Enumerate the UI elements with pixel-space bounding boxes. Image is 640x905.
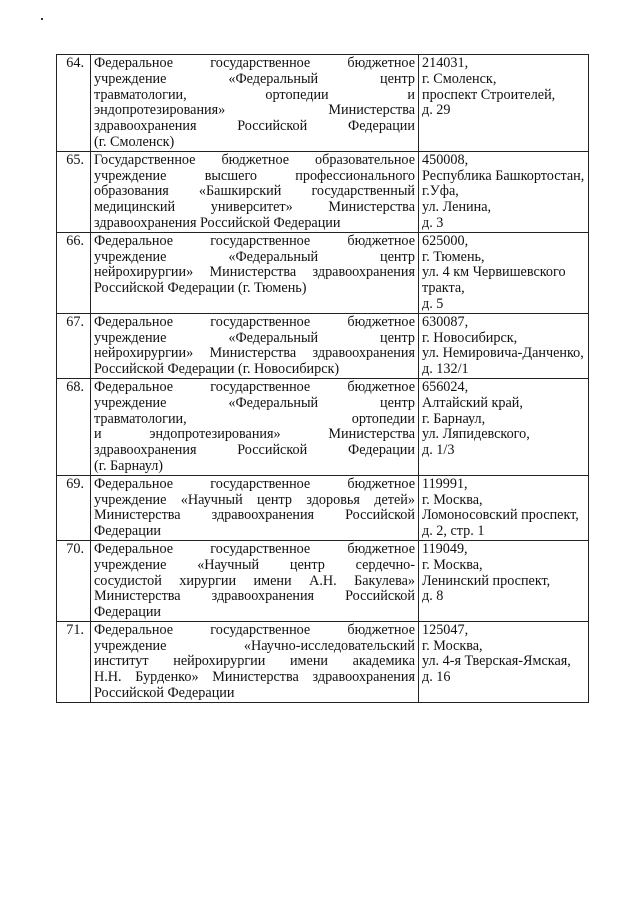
institution-name-cell bbox=[91, 621, 419, 702]
institution-name-cell bbox=[91, 313, 419, 378]
address-line: г. Новосибирск, bbox=[422, 329, 518, 346]
institution-address-cell bbox=[419, 540, 589, 621]
institution-name-line: Федерации bbox=[94, 523, 162, 540]
address-line: д. 8 bbox=[422, 588, 444, 605]
row-number: 69. bbox=[57, 475, 91, 540]
institution-name-line: (г. Барнаул) bbox=[94, 457, 164, 474]
institution-address-cell bbox=[419, 475, 589, 540]
address-line: ул. Ляпидевского, bbox=[422, 426, 530, 443]
table-row bbox=[57, 540, 589, 621]
address-line: д. 5 bbox=[422, 295, 444, 312]
institutions-table-body bbox=[57, 55, 589, 703]
institution-name-line: Российской Федерации (г. Новосибирск) bbox=[94, 361, 340, 378]
institution-address-cell bbox=[419, 378, 589, 475]
table-row bbox=[57, 151, 589, 232]
institution-address-cell bbox=[419, 151, 589, 232]
institution-name-line: Российской Федерации bbox=[94, 685, 235, 702]
address-line: 119049, bbox=[422, 540, 468, 557]
address-line: тракта, bbox=[422, 280, 465, 297]
address-line: г. Барнаул, bbox=[422, 410, 486, 427]
institution-name-cell bbox=[91, 378, 419, 475]
institution-name-line: Федеральное государственное бюджетное bbox=[94, 232, 415, 249]
row-number: 70. bbox=[57, 540, 91, 621]
address-line: 450008, bbox=[422, 151, 469, 168]
row-number: 66. bbox=[57, 232, 91, 313]
institution-name-cell bbox=[91, 540, 419, 621]
address-line: д. 16 bbox=[422, 669, 451, 686]
institution-name-line: травматологии, ортопедии bbox=[94, 410, 415, 427]
table-row bbox=[57, 55, 589, 152]
row-number: 71. bbox=[57, 621, 91, 702]
address-line: г. Москва, bbox=[422, 556, 483, 573]
row-number: 64. bbox=[57, 55, 91, 152]
address-line: 119991, bbox=[422, 475, 468, 492]
institution-name-line: учреждение «Федеральный центр bbox=[94, 394, 415, 411]
institution-name-line: учреждение «Научный центр сердечно- bbox=[94, 556, 415, 573]
address-line: ул. Ленина, bbox=[422, 199, 492, 216]
row-number: 65. bbox=[57, 151, 91, 232]
institution-name-cell bbox=[91, 55, 419, 152]
institution-name-cell bbox=[91, 151, 419, 232]
institution-name-line: образования «Башкирский государственный bbox=[94, 183, 415, 200]
address-line: д. 2, стр. 1 bbox=[422, 523, 485, 540]
institution-address-cell bbox=[419, 55, 589, 152]
scan-speck bbox=[41, 18, 43, 20]
institution-name-line: Министерства здравоохранения Российской bbox=[94, 588, 415, 605]
institution-name-line: учреждение «Федеральный центр bbox=[94, 329, 415, 346]
institution-name-line: травматологии, ортопедии и bbox=[94, 86, 415, 103]
address-line: Ломоносовский проспект, bbox=[422, 507, 579, 524]
institution-name-line: (г. Смоленск) bbox=[94, 133, 175, 150]
institution-name-line: Федеральное государственное бюджетное bbox=[94, 55, 415, 71]
address-line: г. Москва, bbox=[422, 637, 483, 654]
table-row bbox=[57, 232, 589, 313]
address-line: д. 29 bbox=[422, 102, 451, 119]
institution-name-cell bbox=[91, 232, 419, 313]
institution-name-line: Федеральное государственное бюджетное bbox=[94, 313, 415, 330]
address-line: д. 1/3 bbox=[422, 442, 455, 459]
address-line: 630087, bbox=[422, 313, 469, 330]
address-line: г. Смоленск, bbox=[422, 70, 497, 87]
institution-name-line: нейрохирургии» Министерства здравоохранения bbox=[94, 264, 415, 281]
institution-name-line: учреждение «Федеральный центр bbox=[94, 70, 415, 87]
row-number: 68. bbox=[57, 378, 91, 475]
address-line: ул. 4 км Червишевского bbox=[422, 264, 566, 281]
row-number: 67. bbox=[57, 313, 91, 378]
address-line: г. Москва, bbox=[422, 491, 483, 508]
institution-name-line: Министерства здравоохранения Российской bbox=[94, 507, 415, 524]
institution-name-line: Государственное бюджетное образовательное bbox=[94, 151, 415, 168]
address-line: 625000, bbox=[422, 232, 469, 249]
address-line: 656024, bbox=[422, 378, 469, 395]
address-line: 125047, bbox=[422, 621, 469, 638]
institution-name-line: Федерации bbox=[94, 604, 162, 621]
address-line: 214031, bbox=[422, 55, 469, 71]
address-line: г.Уфа, bbox=[422, 183, 459, 200]
institution-name-line: Российской Федерации (г. Тюмень) bbox=[94, 280, 307, 297]
institution-address-cell bbox=[419, 621, 589, 702]
institution-name-line: здравоохранения Российской Федерации bbox=[94, 214, 341, 231]
institution-name-line: Федеральное государственное бюджетное bbox=[94, 475, 415, 492]
address-line: Республика Башкортостан, bbox=[422, 167, 585, 184]
institution-name-line: учреждение высшего профессионального bbox=[94, 167, 415, 184]
institution-address-cell bbox=[419, 232, 589, 313]
institution-name-line: сосудистой хирургии имени А.Н. Бакулева» bbox=[94, 572, 415, 589]
institution-name-line: институт нейрохирургии имени академика bbox=[94, 653, 415, 670]
address-line: проспект Строителей, bbox=[422, 86, 556, 103]
institution-name-cell bbox=[91, 475, 419, 540]
institution-name-line: медицинский университет» Министерства bbox=[94, 199, 415, 216]
institution-name-line: учреждение «Научный центр здоровья детей» bbox=[94, 491, 415, 508]
institution-name-line: учреждение «Федеральный центр bbox=[94, 248, 415, 265]
address-line: д. 132/1 bbox=[422, 361, 469, 378]
address-line: Ленинский проспект, bbox=[422, 572, 551, 589]
institution-name-line: учреждение «Научно-исследовательский bbox=[94, 637, 415, 654]
institution-name-line: Федеральное государственное бюджетное bbox=[94, 378, 415, 395]
institution-name-line: эндопротезирования» Министерства bbox=[94, 102, 415, 119]
table-row bbox=[57, 621, 589, 702]
address-line: ул. 4-я Тверская-Ямская, bbox=[422, 653, 571, 670]
institution-name-line: Федеральное государственное бюджетное bbox=[94, 621, 415, 638]
table-row bbox=[57, 313, 589, 378]
institution-name-line: нейрохирургии» Министерства здравоохранения bbox=[94, 345, 415, 362]
institution-name-line: здравоохранения Российской Федерации bbox=[94, 118, 415, 135]
address-line: Алтайский край, bbox=[422, 394, 523, 411]
institution-name-line: Н.Н. Бурденко» Министерства здравоохранения bbox=[94, 669, 415, 686]
address-line: д. 3 bbox=[422, 214, 444, 231]
table-row bbox=[57, 475, 589, 540]
institution-name-line: Федеральное государственное бюджетное bbox=[94, 540, 415, 557]
institution-name-line: и эндопротезирования» Министерства bbox=[94, 426, 415, 443]
address-line: ул. Немировича-Данченко, bbox=[422, 345, 584, 362]
address-line: г. Тюмень, bbox=[422, 248, 485, 265]
table-row bbox=[57, 378, 589, 475]
institution-address-cell bbox=[419, 313, 589, 378]
institutions-table bbox=[56, 54, 589, 703]
institution-name-line: здравоохранения Российской Федерации bbox=[94, 442, 415, 459]
